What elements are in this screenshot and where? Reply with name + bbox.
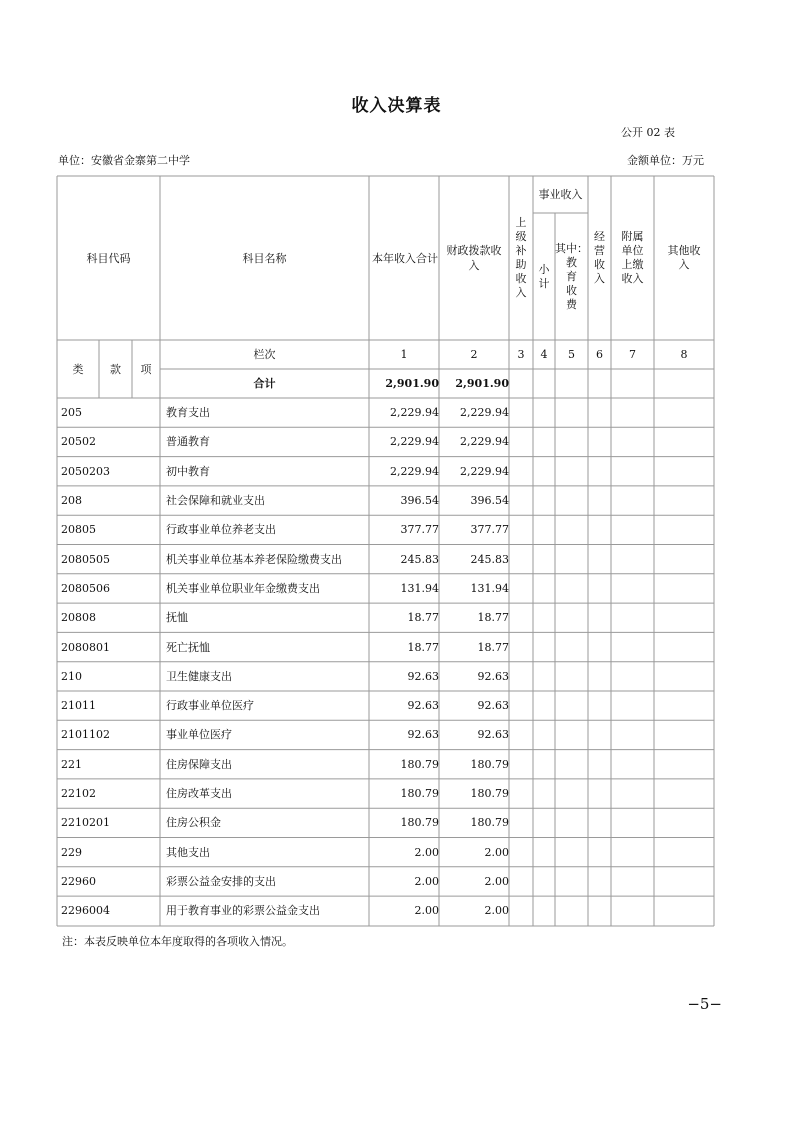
header-other: 其他收入	[667, 244, 701, 271]
row-name: 抚恤	[166, 611, 188, 625]
row-total-income: 377.77	[400, 523, 439, 537]
row-name: 住房公积金	[166, 816, 221, 830]
row-fiscal: 92.63	[477, 699, 509, 713]
column-number: 1	[400, 348, 408, 361]
row-fiscal: 2,229.94	[460, 464, 509, 478]
row-fiscal: 180.79	[470, 757, 509, 771]
row-code: 2080505	[61, 552, 110, 566]
header-xiang: 项	[140, 362, 152, 376]
column-number: 3	[517, 348, 525, 361]
row-name: 死亡抚恤	[166, 640, 210, 654]
column-number: 8	[680, 348, 688, 361]
row-fiscal: 92.63	[477, 728, 509, 742]
row-total-income: 18.77	[407, 640, 439, 654]
row-fiscal: 18.77	[477, 640, 509, 654]
column-number: 2	[470, 348, 478, 361]
header-kuan: 款	[110, 362, 121, 376]
row-code: 20805	[61, 523, 96, 537]
row-code: 208	[61, 494, 82, 508]
row-name: 行政事业单位医疗	[166, 699, 254, 713]
row-name: 其他支出	[166, 845, 210, 859]
amount-unit: 金额单位：万元	[627, 154, 704, 167]
row-total-income: 92.63	[407, 699, 439, 713]
header-edu-fee: 其中： 教 育 收 费	[555, 241, 588, 311]
row-code: 210	[61, 669, 82, 683]
row-total-income: 2,229.94	[390, 435, 439, 449]
header-code: 科目代码	[86, 251, 131, 265]
row-total-income: 131.94	[400, 581, 439, 595]
row-name: 住房改革支出	[166, 787, 232, 801]
row-fiscal: 2,229.94	[460, 406, 509, 420]
row-name: 事业单位医疗	[166, 728, 232, 742]
header-affiliate: 附属 单位 上缴 收入	[621, 230, 644, 285]
column-number: 7	[629, 348, 636, 361]
header-business: 事业收入	[538, 188, 583, 201]
header-fiscal: 财政拨款收入	[446, 244, 502, 272]
row-fiscal: 2.00	[484, 904, 509, 918]
unit-label: 单位：安徽省金寨第二中学	[58, 154, 190, 167]
row-total-income: 18.77	[407, 611, 439, 625]
row-code: 2080801	[61, 640, 110, 654]
row-code: 2296004	[61, 904, 110, 918]
row-name: 教育支出	[166, 406, 210, 420]
row-code: 20502	[61, 435, 96, 449]
row-fiscal: 180.79	[470, 787, 509, 801]
row-fiscal: 377.77	[470, 523, 509, 537]
row-fiscal: 180.79	[470, 816, 509, 830]
row-total-income: 180.79	[400, 757, 439, 771]
row-name: 初中教育	[166, 464, 210, 478]
row-total-income: 180.79	[400, 816, 439, 830]
page-number: −5−	[687, 995, 722, 1013]
footnote: 注：本表反映单位本年度取得的各项收入情况。	[62, 935, 293, 948]
row-name: 社会保障和就业支出	[166, 494, 265, 508]
column-number: 5	[568, 348, 575, 361]
column-number: 6	[596, 348, 603, 361]
row-name: 住房保障支出	[166, 757, 232, 771]
row-total-income: 2.00	[414, 845, 439, 859]
page-title: 收入决算表	[351, 96, 442, 116]
header-subtotal: 小 计	[538, 262, 550, 290]
row-fiscal: 245.83	[470, 552, 509, 566]
row-fiscal: 2.00	[484, 874, 509, 888]
row-name: 机关事业单位职业年金缴费支出	[166, 581, 320, 595]
row-code: 2080506	[61, 581, 110, 595]
row-code: 221	[61, 757, 82, 771]
row-total-income: 245.83	[400, 552, 439, 566]
row-code: 22960	[61, 874, 96, 888]
row-fiscal: 2,229.94	[460, 435, 509, 449]
row-name: 卫生健康支出	[166, 669, 232, 683]
header-lei: 类	[72, 362, 84, 376]
header-superior: 上 级 补 助 收 入	[515, 216, 527, 299]
row-code: 2050203	[61, 464, 110, 478]
row-fiscal: 131.94	[470, 581, 509, 595]
form-number: 公开 02 表	[621, 126, 675, 139]
row-name: 机关事业单位基本养老保险缴费支出	[166, 552, 342, 566]
row-code: 229	[61, 845, 82, 859]
row-total-income: 2.00	[414, 904, 439, 918]
row-total-income: 92.63	[407, 728, 439, 742]
row-name: 彩票公益金安排的支出	[166, 874, 276, 888]
header-operating: 经 营 收 入	[594, 230, 605, 285]
row-code: 20808	[61, 611, 96, 625]
row-name: 用于教育事业的彩票公益金支出	[166, 904, 320, 918]
header-name: 科目名称	[242, 251, 287, 265]
total-label: 合计	[253, 377, 276, 390]
row-name: 行政事业单位养老支出	[166, 523, 276, 537]
header-lanci: 栏次	[253, 348, 276, 361]
row-total-income: 2,229.94	[390, 406, 439, 420]
total-income-value: 2,901.90	[385, 377, 439, 390]
row-total-income: 2.00	[414, 874, 439, 888]
header-total-income: 本年收入合计	[372, 251, 438, 265]
row-code: 22102	[61, 787, 96, 801]
total-fiscal-value: 2,901.90	[455, 377, 509, 390]
row-fiscal: 2.00	[484, 845, 509, 859]
row-total-income: 2,229.94	[390, 464, 439, 478]
row-name: 普通教育	[166, 435, 210, 449]
row-fiscal: 92.63	[477, 669, 509, 683]
row-fiscal: 18.77	[477, 611, 509, 625]
row-code: 2101102	[61, 728, 110, 742]
column-number: 4	[540, 348, 548, 361]
row-fiscal: 396.54	[470, 494, 509, 508]
row-code: 205	[61, 406, 82, 420]
row-total-income: 396.54	[400, 494, 439, 508]
row-total-income: 92.63	[407, 669, 439, 683]
row-total-income: 180.79	[400, 787, 439, 801]
row-code: 21011	[61, 699, 96, 713]
row-code: 2210201	[61, 816, 110, 830]
